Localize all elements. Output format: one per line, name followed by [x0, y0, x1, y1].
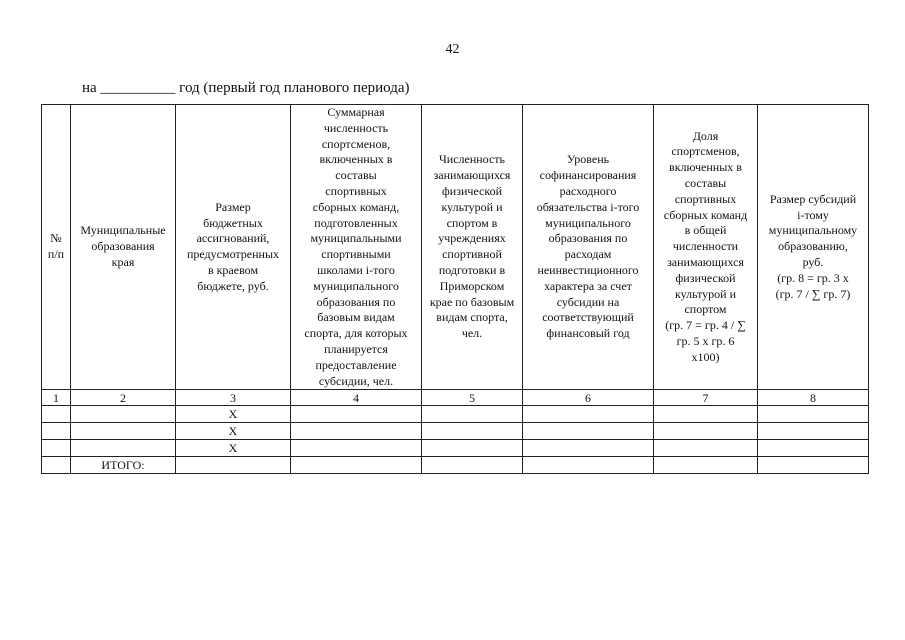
- column-header-line: субсидии, чел.: [318, 373, 394, 388]
- table-cell: X: [176, 423, 291, 440]
- table-cell: [176, 457, 291, 474]
- column-header-line: физической: [675, 270, 736, 285]
- column-header-line: образования: [91, 239, 155, 254]
- table-cell: [42, 440, 71, 457]
- table-cell: [71, 423, 176, 440]
- column-header-line: образованию,: [778, 239, 848, 254]
- header-row: [42, 105, 869, 390]
- column-header-line: неинвестиционного: [537, 262, 639, 277]
- table-row: [42, 440, 869, 457]
- column-header-line: культурой и: [674, 286, 737, 301]
- column-header-line: школами i-того: [317, 262, 395, 277]
- column-header-line: x100): [691, 349, 720, 364]
- column-header: [71, 105, 176, 390]
- subsidy-table: [41, 104, 869, 474]
- column-header-line: i-тому: [797, 207, 829, 222]
- column-header-line: муниципальными: [310, 231, 402, 246]
- column-header: [758, 105, 869, 390]
- table-cell: [422, 440, 523, 457]
- column-header: [654, 105, 758, 390]
- column-header-line: базовым видам: [317, 310, 395, 325]
- column-header-line: учреждениях: [438, 231, 506, 246]
- column-header-line: субсидии на: [556, 294, 620, 309]
- table-cell: [654, 440, 758, 457]
- column-header-line: Суммарная: [327, 105, 385, 119]
- column-number-row: [42, 390, 869, 406]
- column-header-line: финансовый год: [546, 326, 630, 341]
- table-cell: [71, 406, 176, 423]
- column-header-line: муниципального: [545, 215, 631, 230]
- column-header-line: Муниципальные: [80, 223, 166, 238]
- column-header-line: составы: [335, 168, 377, 183]
- table-cell: [422, 457, 523, 474]
- column-header-line: физической: [442, 183, 502, 198]
- column-header-line: предусмотренных: [186, 247, 280, 262]
- table-cell: [758, 406, 869, 423]
- column-header-line: включенных в: [319, 152, 393, 167]
- column-header-line: подготовленных: [314, 215, 398, 230]
- column-header-line: спортивных: [674, 191, 737, 206]
- column-header-line: Размер субсидий: [769, 191, 857, 206]
- table-cell: [523, 423, 654, 440]
- table-cell: [654, 423, 758, 440]
- column-header-line: Уровень: [566, 152, 610, 167]
- column-header-line: Приморском: [439, 278, 505, 293]
- column-header-line: характера за счет: [544, 278, 632, 293]
- column-number: 3: [176, 390, 291, 406]
- column-header-line: соответствующий: [542, 310, 634, 325]
- column-header-line: №: [50, 231, 62, 246]
- column-header-line: спортом в: [446, 215, 498, 230]
- column-header-line: включенных в: [669, 160, 742, 175]
- table-row: [42, 423, 869, 440]
- column-header-line: сборных команд: [663, 207, 748, 222]
- column-header-line: спорта, для которых: [304, 326, 408, 341]
- total-row: [42, 457, 869, 474]
- column-header-line: спортивными: [321, 247, 391, 262]
- table-cell: [523, 440, 654, 457]
- column-header-line: спортсменов,: [321, 136, 391, 151]
- column-header-line: сборных команд,: [312, 199, 400, 214]
- table-cell: [291, 457, 422, 474]
- table-cell: [422, 423, 523, 440]
- table-cell: [42, 457, 71, 474]
- column-number: 7: [654, 390, 758, 406]
- column-header-line: спортивной: [442, 247, 502, 262]
- column-header-line: (гр. 8 = гр. 3 x: [777, 270, 849, 285]
- column-header-line: составы: [684, 176, 727, 191]
- table-cell: X: [176, 440, 291, 457]
- table-cell: [654, 406, 758, 423]
- table-cell: [758, 423, 869, 440]
- column-header-line: планируется: [324, 341, 388, 356]
- column-header-line: Размер: [215, 199, 251, 214]
- column-header-line: (гр. 7 / ∑ гр. 7): [775, 286, 851, 301]
- column-header-line: в общей: [684, 223, 727, 238]
- column-header-line: п/п: [47, 247, 65, 262]
- column-header: [523, 105, 654, 390]
- column-number: 2: [71, 390, 176, 406]
- column-header-line: предоставление: [315, 357, 397, 372]
- column-header-line: спортивных: [325, 183, 387, 198]
- table-cell: [71, 440, 176, 457]
- column-header-line: Доля: [692, 128, 719, 143]
- total-label: ИТОГО:: [71, 457, 176, 474]
- table-cell: [291, 440, 422, 457]
- column-header: [291, 105, 422, 390]
- page-number: 42: [445, 42, 460, 57]
- column-header-line: муниципального: [313, 278, 399, 293]
- table-cell: [42, 423, 71, 440]
- table-cell: [523, 457, 654, 474]
- table-cell: [758, 440, 869, 457]
- column-header-line: расходам: [564, 247, 612, 262]
- column-header-line: ассигнований,: [196, 231, 270, 246]
- column-header-line: муниципальному: [768, 223, 858, 238]
- column-header-line: образования по: [548, 231, 628, 246]
- table-heading: на __________ год (первый год планового периода): [82, 80, 410, 96]
- table-cell: [422, 406, 523, 423]
- column-header-line: подготовки в: [438, 262, 506, 277]
- table-cell: [654, 457, 758, 474]
- column-header-line: образования по: [316, 294, 396, 309]
- column-header-line: спортом: [684, 302, 727, 317]
- column-header-line: бюджетных: [203, 215, 263, 230]
- column-header-line: численность: [323, 120, 389, 135]
- table-cell: [523, 406, 654, 423]
- column-number: 1: [42, 390, 71, 406]
- column-header: [42, 105, 71, 390]
- column-number: 5: [422, 390, 523, 406]
- column-header-line: видам спорта,: [436, 310, 508, 325]
- column-header-line: занимающихся: [667, 255, 744, 270]
- column-header-line: Численность: [438, 152, 506, 167]
- table-cell: [42, 406, 71, 423]
- column-header-line: численности: [672, 239, 739, 254]
- column-header: [176, 105, 291, 390]
- column-header-line: в краевом: [207, 262, 259, 277]
- table-cell: [758, 457, 869, 474]
- column-number: 4: [291, 390, 422, 406]
- column-header-line: чел.: [461, 326, 483, 341]
- table-row: [42, 406, 869, 423]
- column-header-line: руб.: [802, 255, 824, 270]
- column-header-line: спортсменов,: [671, 144, 740, 159]
- table-cell: X: [176, 406, 291, 423]
- column-header-line: бюджете, руб.: [197, 278, 269, 293]
- column-header-line: гр. 5 x гр. 6: [676, 334, 735, 349]
- column-number: 6: [523, 390, 654, 406]
- table-cell: [291, 406, 422, 423]
- column-header-line: софинансирования: [539, 168, 637, 183]
- column-header-line: края: [111, 255, 135, 270]
- column-header-line: обязательства i-того: [536, 199, 640, 214]
- column-header: [422, 105, 523, 390]
- column-header-line: (гр. 7 = гр. 4 / ∑: [665, 318, 746, 333]
- column-header-line: занимающихся: [433, 168, 511, 183]
- column-number: 8: [758, 390, 869, 406]
- column-header-line: культурой и: [441, 199, 503, 214]
- column-header-line: крае по базовым: [429, 294, 515, 309]
- table-cell: [291, 423, 422, 440]
- column-header-line: расходного: [559, 183, 617, 198]
